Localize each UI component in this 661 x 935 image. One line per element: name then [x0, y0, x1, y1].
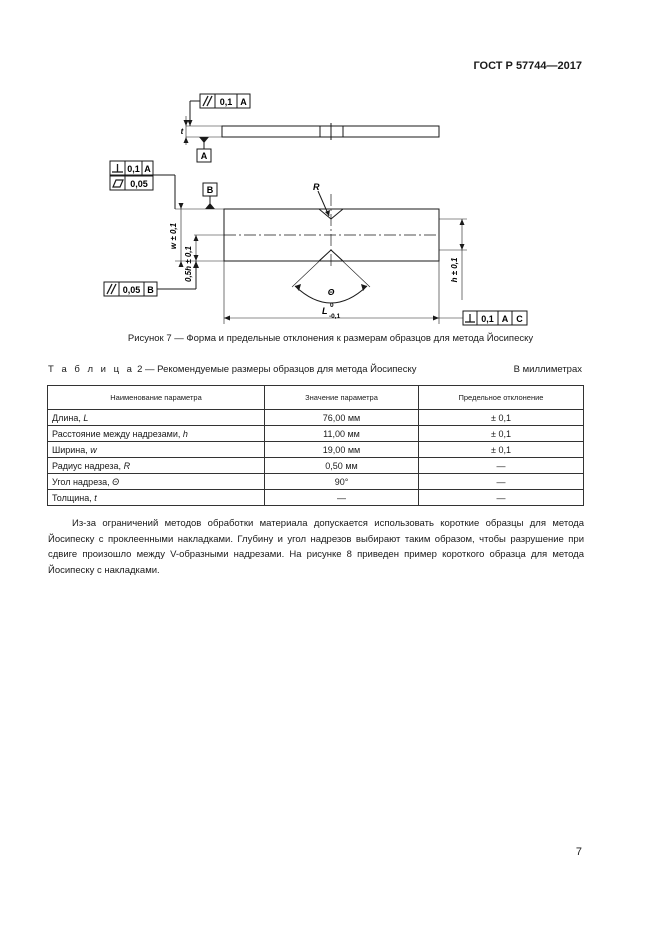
page-number: 7: [575, 846, 582, 858]
svg-text:A: A: [501, 314, 509, 324]
svg-text:A: A: [144, 164, 151, 174]
table-row: Расстояние между надрезами, h 11,00 мм ± 0,1: [48, 426, 584, 442]
svg-text:0,05: 0,05: [122, 285, 141, 295]
fcf-flatness: [110, 176, 153, 190]
fcf-parallel-top: [200, 94, 250, 108]
datum-a-triangle: [199, 137, 209, 143]
table-title: Т а б л и ц а 2 — Рекомендуемые размеры образцов для метода Йосипеску: [48, 364, 417, 375]
table-row: Радиус надреза, R 0,50 мм —: [48, 458, 584, 474]
body-paragraph: Из-за ограничений методов обработки материала допускается использовать короткие образцы для метода Йосипеску с проклеенными накладками. Глубину и угол надрезов выбирают таким образом, чтобы разрушение при сдвиге произошло между V-образными надрезами. На рисунке 8 приведен пример короткого образца для метода Йосипеску с накладками.: [48, 518, 584, 576]
svg-text:B: B: [147, 285, 154, 295]
datum-a-label: A: [200, 151, 208, 161]
dim-r: R: [313, 182, 320, 192]
dim-t: t: [180, 127, 184, 136]
dim-h: h ± 0,1: [450, 257, 459, 283]
dim-l-upper: 0: [330, 302, 334, 309]
standard-header: ГОСТ Р 57744—2017: [473, 60, 582, 72]
table-row: Угол надреза, Θ 90° —: [48, 474, 584, 490]
col-header-tolerance: Предельное отклонение: [419, 386, 584, 410]
svg-text:C: C: [516, 314, 523, 324]
table-row: Длина, L 76,00 мм ± 0,1: [48, 410, 584, 426]
table-row: Ширина, w 19,00 мм ± 0,1: [48, 442, 584, 458]
svg-text:0,05: 0,05: [130, 179, 148, 189]
svg-text:A: A: [240, 97, 247, 107]
specimen-drawing: [0, 0, 661, 335]
dim-w: w ± 0,1: [169, 222, 178, 250]
svg-text:0,1: 0,1: [127, 164, 140, 174]
dim-l-lower: -0,1: [329, 313, 341, 320]
parameters-table: [47, 385, 584, 506]
datum-b-triangle: [205, 203, 215, 209]
table-row: Толщина, t — —: [48, 490, 584, 506]
col-header-name: Наименование параметра: [48, 386, 265, 410]
datum-b-label: B: [206, 185, 214, 195]
table-units: В миллиметрах: [513, 364, 582, 375]
svg-text:0,1: 0,1: [219, 97, 233, 107]
dim-half-h: 0,5h ± 0,1: [184, 246, 193, 282]
fcf-parallel-bottom: [104, 282, 157, 296]
dim-l: L: [322, 306, 328, 316]
svg-text:0,1: 0,1: [481, 314, 494, 324]
fcf-perpendicularity-right: [463, 311, 527, 325]
fcf-perpendicularity: [110, 161, 153, 175]
col-header-value: Значение параметра: [265, 386, 419, 410]
figure-caption: Рисунок 7 — Форма и предельные отклонения к размерам образцов для метода Йосипеску: [127, 333, 534, 344]
dim-theta: Θ: [327, 287, 335, 297]
